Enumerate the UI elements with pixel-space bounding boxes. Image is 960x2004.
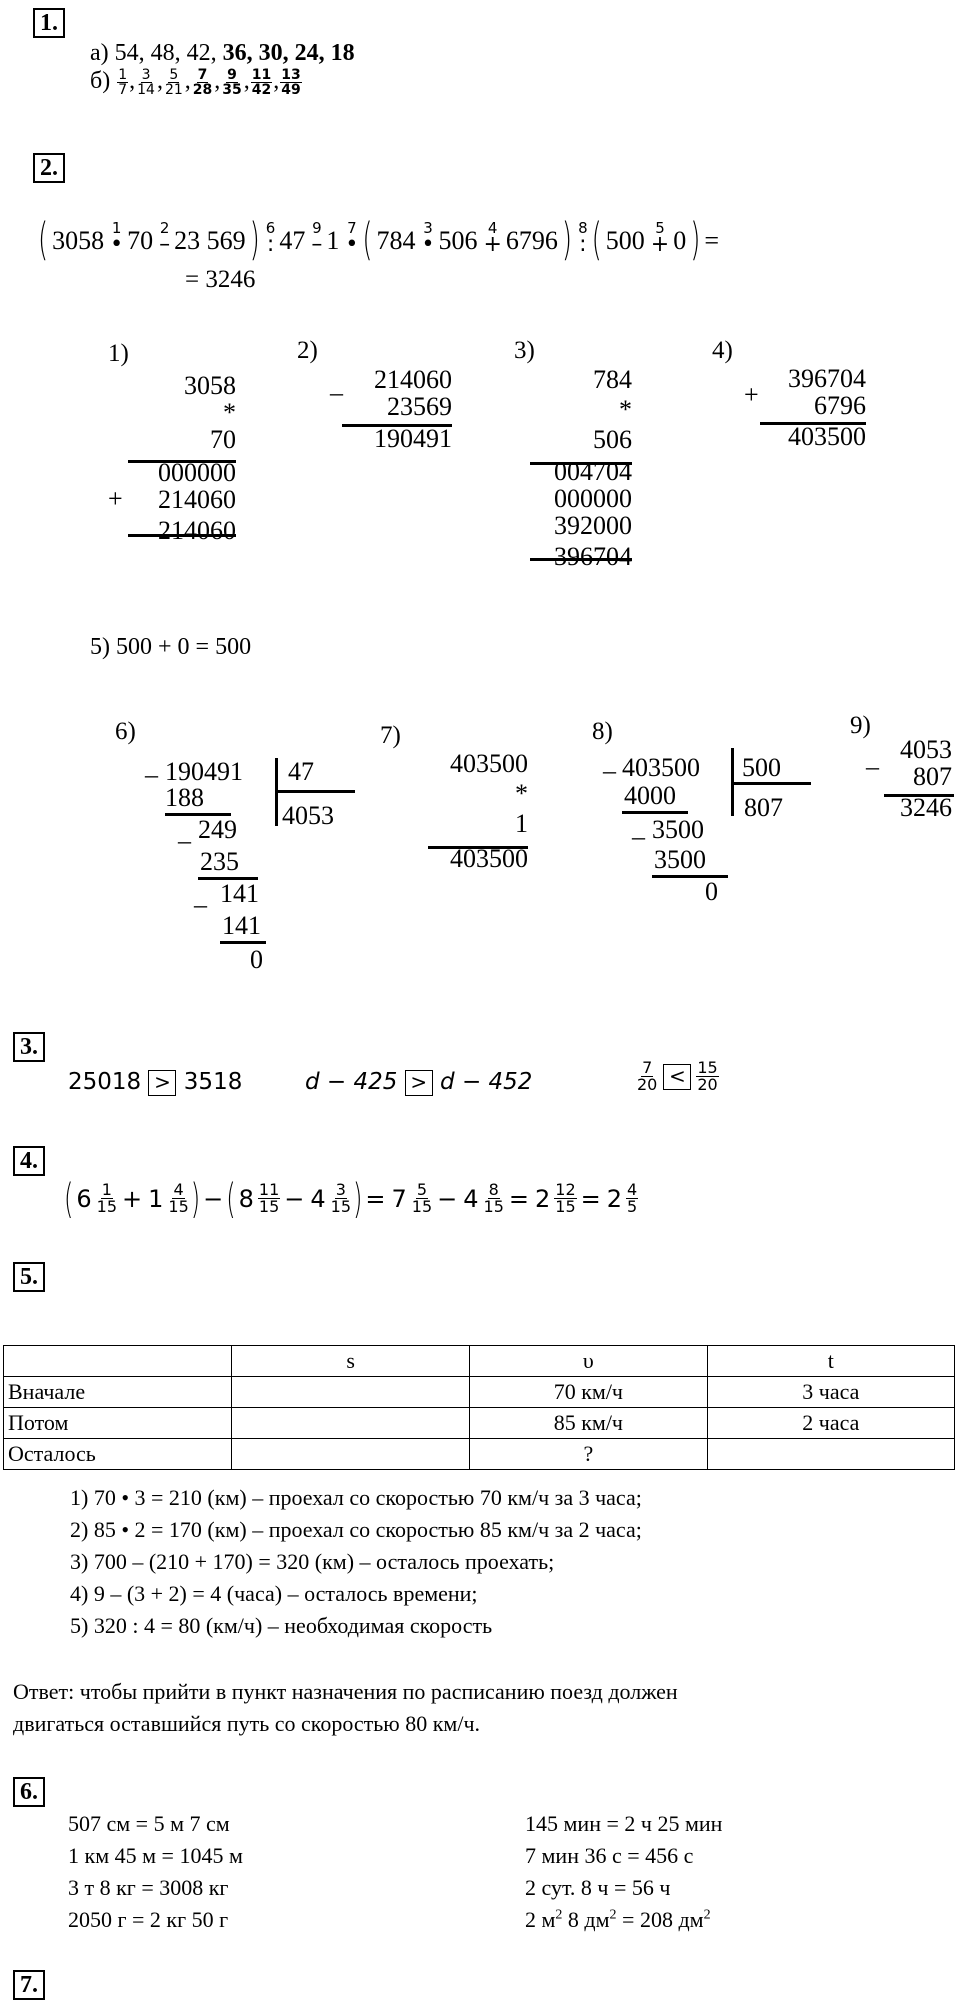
mixed-1-frac	[96, 1182, 118, 1215]
p4-minus-mid: −	[203, 1184, 224, 1213]
mixed-6-frac-num: 8	[488, 1180, 499, 1199]
mixed-3-frac-den: 15	[258, 1197, 280, 1216]
step-8-quotient: 807	[744, 793, 783, 822]
step-4-b: 6796	[814, 391, 866, 420]
step-1-pp1: 000000	[158, 458, 236, 487]
table-cell: 3 часа	[707, 1377, 954, 1408]
frac-comma: ,	[273, 68, 280, 95]
mixed-7-whole: 2	[535, 1184, 551, 1213]
step-1-result: 214060	[158, 516, 236, 545]
step-6-r1: 188	[165, 783, 204, 812]
comparison-3-left	[636, 1060, 658, 1093]
step-3-pp1: 004704	[554, 457, 632, 486]
step-2-a: 214060	[374, 365, 452, 394]
step-6-r2: 249	[198, 815, 237, 844]
step-2-result: 190491	[374, 424, 452, 453]
table-header-cell	[4, 1346, 232, 1377]
step-4-plus: +	[744, 380, 759, 409]
step-8-divisor: 500	[742, 753, 781, 782]
table-cell: ?	[469, 1439, 707, 1470]
op-1	[110, 221, 123, 256]
mixed-4-frac-den: 15	[330, 1197, 352, 1216]
step-8-minus1: –	[603, 756, 616, 785]
step-1-op: *	[223, 398, 236, 427]
mixed-2-whole: 1	[148, 1184, 164, 1213]
conversion-left-1: 507 см = 5 м 7 см	[68, 1811, 230, 1836]
table-header-cell: υ	[469, 1346, 707, 1377]
step-6-r6: 0	[250, 945, 263, 974]
table-header-cell: t	[707, 1346, 954, 1377]
comparison-3-right-num: 15	[697, 1058, 718, 1077]
step-9-line	[884, 794, 954, 797]
conversion-left-3: 3 т 8 кг = 3008 кг	[68, 1875, 229, 1900]
fraction-2	[136, 68, 156, 97]
comparison-3-op: <	[663, 1064, 691, 1090]
table-row	[4, 1439, 955, 1470]
step-8-line1	[622, 811, 688, 814]
table-cell: Потом	[4, 1408, 232, 1439]
op-6-symbol: •	[421, 232, 435, 257]
comparison-3-right-den: 20	[697, 1075, 718, 1094]
table-cell: 2 часа	[707, 1408, 954, 1439]
solution-step-3: 3) 700 – (210 + 170) = 320 (км) – осталось проехать;	[70, 1549, 555, 1574]
step-8-minus2: –	[632, 822, 645, 851]
step-7-line	[428, 846, 528, 849]
step-6-dividend: 190491	[165, 757, 243, 786]
table-cell: 70 км/ч	[469, 1377, 707, 1408]
step-6-label: 6)	[115, 718, 136, 745]
fraction-5-den: 35	[222, 82, 242, 98]
frac-comma: ,	[184, 68, 191, 95]
fraction-6	[251, 68, 272, 97]
step-6-r3: 235	[200, 847, 239, 876]
p4-minus-2: −	[437, 1184, 458, 1213]
step-8-dividend: 403500	[622, 753, 700, 782]
fraction-4	[192, 68, 213, 97]
table-cell: Осталось	[4, 1439, 232, 1470]
problem-1a-label: а)	[90, 40, 109, 66]
frac-comma: ,	[156, 68, 163, 95]
op-2-symbol: –	[159, 232, 171, 257]
paren-open-1: (	[38, 215, 49, 267]
comparison-1-left: 25018	[68, 1069, 142, 1095]
op-7	[483, 221, 501, 256]
step-4-label: 4)	[712, 337, 733, 364]
fraction-1-num: 1	[118, 67, 128, 83]
step-6-r4: 141	[220, 879, 259, 908]
num-1: 3058	[52, 226, 105, 255]
fraction-6-num: 11	[251, 67, 272, 83]
solution-step-4: 4) 9 – (3 + 2) = 4 (часа) – осталось времени;	[70, 1581, 478, 1606]
problem-5-answer	[13, 1676, 678, 1740]
step-1-line2	[128, 534, 236, 537]
conversion-right-1: 145 мин = 2 ч 25 мин	[525, 1811, 723, 1836]
step-1-a: 3058	[184, 371, 236, 400]
table-header-cell: s	[232, 1346, 470, 1377]
step-6-line3	[220, 941, 266, 944]
fraction-3-num: 5	[169, 67, 179, 83]
mixed-7-frac-den: 15	[555, 1197, 576, 1216]
step-3-pp2: 000000	[554, 484, 632, 513]
table-row	[4, 1377, 955, 1408]
step-7-label: 7)	[380, 722, 401, 749]
step-4-result: 403500	[788, 422, 866, 451]
comparison-3-left-num: 7	[642, 1058, 653, 1077]
op-4-order: 9	[312, 219, 322, 237]
step-3-column	[530, 366, 632, 570]
mixed-4-frac-num: 3	[335, 1180, 346, 1199]
op-5-order: 7	[347, 219, 357, 237]
fraction-3-den: 21	[164, 82, 183, 98]
step-1-line1	[128, 460, 236, 463]
step-8-divider-h	[731, 782, 811, 785]
table-cell	[707, 1439, 954, 1470]
comparison-1-right: 3518	[183, 1069, 243, 1095]
area-sup-1: 2	[555, 1907, 563, 1923]
fraction-3	[164, 68, 184, 97]
comparison-1	[68, 1069, 242, 1096]
step-2-b: 23569	[387, 392, 452, 421]
conversion-area	[525, 1904, 711, 1936]
step-2-column	[340, 366, 452, 452]
op-2-order: 2	[159, 219, 170, 237]
problem-1b-label: б)	[90, 68, 111, 95]
fraction-2-den: 14	[137, 82, 155, 98]
table-header-row	[4, 1346, 955, 1377]
mixed-4-whole: 4	[310, 1184, 326, 1213]
step-8-r2: 3500	[652, 815, 704, 844]
problem-2-expression	[38, 186, 723, 267]
fraction-5	[221, 68, 242, 97]
op-5	[345, 221, 358, 256]
op-9-order: 5	[655, 219, 665, 237]
fraction-4-den: 28	[192, 82, 213, 98]
table-cell	[232, 1439, 470, 1470]
problem-1b	[90, 68, 303, 97]
area-part-b: 8 дм	[562, 1907, 610, 1932]
mixed-5-frac	[411, 1182, 433, 1215]
mixed-2-frac-den: 15	[168, 1197, 189, 1216]
step-2-label: 2)	[297, 337, 318, 364]
step-3-pp3: 392000	[554, 511, 632, 540]
area-part-a: 2 м	[525, 1907, 556, 1932]
paren-open-2: (	[362, 215, 373, 267]
mixed-8-frac	[626, 1182, 638, 1215]
fraction-7-den: 49	[281, 82, 301, 98]
comparison-2-right: d − 452	[440, 1069, 533, 1095]
step-1-label: 1)	[108, 340, 129, 367]
fraction-1-den: 7	[118, 82, 128, 98]
problem-5-steps	[70, 1482, 642, 1642]
op-6-order: 3	[423, 219, 433, 237]
step-1-pp2: 214060	[158, 485, 236, 514]
paren-close-2: )	[561, 215, 573, 267]
table-cell: 85 км/ч	[469, 1408, 707, 1439]
conversion-left-2: 1 км 45 м = 1045 м	[68, 1843, 243, 1868]
num-5: 1	[326, 226, 340, 255]
mixed-7-frac-num: 12	[555, 1180, 576, 1199]
step-7-b: 1	[515, 809, 528, 838]
num-4: 47	[279, 226, 306, 255]
num-10: 0	[673, 226, 687, 255]
step-7-a: 403500	[450, 749, 528, 778]
step-3-label: 3)	[514, 337, 535, 364]
num-3: 23 569	[174, 226, 246, 255]
conversion-right-3: 2 сут. 8 ч = 56 ч	[525, 1875, 671, 1900]
answer-line-2: двигаться оставшийся путь со скоростью 80 км/ч.	[13, 1711, 481, 1736]
problem-5-number: 5.	[13, 1262, 45, 1292]
mixed-2-frac	[167, 1182, 189, 1215]
mixed-5-frac-num: 5	[416, 1180, 428, 1199]
comparison-2-left: d − 425	[305, 1069, 398, 1095]
step-7-op: *	[515, 779, 528, 808]
step-1-b: 70	[210, 425, 236, 454]
step-9-label: 9)	[850, 712, 871, 739]
mixed-3-frac-num: 11	[258, 1180, 280, 1199]
problem-3-number: 3.	[13, 1032, 45, 1062]
num-2: 70	[127, 226, 154, 255]
step-4-column	[760, 365, 866, 450]
solution-step-1: 1) 70 • 3 = 210 (км) – проехал со скоростью 70 км/ч за 3 часа;	[70, 1485, 642, 1510]
problem-1a-plain: 54, 48, 42,	[114, 40, 217, 66]
comparison-1-op: >	[148, 1070, 176, 1096]
p4-eq-1: =	[365, 1184, 386, 1213]
comparison-3	[635, 1060, 720, 1093]
step-6-minus1: –	[145, 760, 158, 789]
problem-2-result: = 3246	[185, 266, 256, 293]
frac-comma: ,	[214, 68, 221, 95]
conversions-left	[68, 1808, 243, 1936]
fraction-1	[117, 68, 128, 97]
problem-1a	[90, 40, 355, 67]
mixed-8-frac-den: 5	[627, 1197, 638, 1216]
paren-open-3: (	[591, 215, 602, 267]
comparison-2-op: >	[405, 1070, 433, 1096]
op-4-symbol: –	[311, 232, 323, 257]
comparison-3-left-den: 20	[637, 1075, 658, 1094]
mixed-2-frac-num: 4	[173, 1180, 184, 1199]
paren-close-3: )	[690, 215, 701, 267]
frac-comma: ,	[243, 68, 250, 95]
step-8-r3: 3500	[654, 845, 706, 874]
table-row	[4, 1408, 955, 1439]
step-3-line1	[530, 462, 632, 465]
op-3	[266, 221, 276, 256]
step-6-divider-h	[275, 790, 355, 793]
num-9: 500	[605, 226, 645, 255]
step-9-a: 4053	[900, 735, 952, 764]
comparison-2	[305, 1069, 532, 1096]
step-6-divisor: 47	[288, 757, 314, 786]
mixed-3-frac	[258, 1182, 280, 1215]
problem-1a-bold: 36, 30, 24, 18	[222, 40, 355, 66]
problem-4-number: 4.	[13, 1146, 45, 1176]
op-3-order: 6	[265, 219, 276, 237]
op-8-symbol: :	[579, 232, 587, 257]
step-6-r5: 141	[222, 911, 261, 940]
p4-eq-2: =	[508, 1184, 529, 1213]
num-7: 506	[438, 226, 478, 255]
step-6-minus2: –	[178, 826, 191, 855]
op-7-order: 4	[487, 219, 498, 237]
mixed-7-frac	[554, 1182, 576, 1215]
step-8-r4: 0	[705, 877, 718, 906]
op-5-symbol: •	[345, 232, 359, 257]
mixed-5-frac-den: 15	[411, 1197, 433, 1216]
step-2-minus: –	[330, 378, 343, 407]
mixed-8-whole: 2	[606, 1184, 623, 1213]
p4-paren-open-1: (	[64, 1174, 74, 1223]
op-1-symbol: •	[110, 232, 124, 257]
num-6: 784	[376, 226, 416, 255]
step-8-r1: 4000	[624, 781, 676, 810]
mixed-5-whole: 7	[391, 1184, 407, 1213]
step-3-a: 784	[593, 365, 632, 394]
conversion-left-4: 2050 г = 2 кг 50 г	[68, 1907, 229, 1932]
step-9-b: 807	[913, 762, 952, 791]
fraction-2-num: 3	[141, 67, 151, 83]
op-1-order: 1	[111, 219, 122, 237]
step-9-column	[884, 736, 952, 821]
area-part-c: = 208 дм	[616, 1907, 704, 1932]
step-3-line2	[530, 558, 632, 561]
fraction-7-num: 13	[281, 67, 301, 83]
step-7-result: 403500	[450, 844, 528, 873]
step-1-column	[120, 372, 236, 544]
table-cell: Вначале	[4, 1377, 232, 1408]
solution-step-2: 2) 85 • 2 = 170 (км) – проехал со скоростью 85 км/ч за 2 часа;	[70, 1517, 642, 1542]
fraction-7	[280, 68, 301, 97]
mixed-6-whole: 4	[463, 1184, 479, 1213]
problem-2-number: 2.	[33, 153, 65, 183]
op-4	[311, 221, 322, 256]
problem-7-number: 7.	[13, 1970, 45, 2000]
p4-paren-close-1: )	[190, 1174, 201, 1223]
step-6-minus3: –	[194, 890, 207, 919]
p4-paren-close-2: )	[353, 1174, 363, 1223]
p4-paren-open-2: (	[226, 1174, 236, 1223]
step-2-line	[342, 424, 452, 427]
step-5: 5) 500 + 0 = 500	[90, 634, 252, 660]
p4-eq-3: =	[580, 1184, 601, 1213]
comparison-3-right	[696, 1060, 718, 1093]
mixed-6-frac	[483, 1182, 505, 1215]
op-8	[578, 221, 588, 256]
motion-table	[3, 1345, 955, 1470]
p4-minus: −	[284, 1184, 305, 1213]
op-2	[159, 221, 170, 256]
fraction-5-num: 9	[227, 67, 237, 83]
step-9-minus: –	[866, 752, 879, 781]
op-8-order: 8	[578, 219, 588, 237]
step-1-plus: +	[108, 484, 123, 513]
step-9-result: 3246	[900, 793, 952, 822]
mixed-6-frac-den: 15	[483, 1197, 504, 1216]
conversion-right-2: 7 мин 36 с = 456 с	[525, 1843, 694, 1868]
step-7-column	[428, 750, 528, 872]
solution-step-5: 5) 320 : 4 = 80 (км/ч) – необходимая скорость	[70, 1613, 493, 1638]
answer-line-1: Ответ: чтобы прийти в пункт назначения по расписанию поезд должен	[13, 1679, 678, 1704]
mixed-4-frac	[330, 1182, 352, 1215]
mixed-1-frac-den: 15	[96, 1197, 118, 1216]
num-8: 6796	[505, 226, 558, 255]
area-sup-2: 2	[609, 1907, 617, 1923]
step-8-label: 8)	[592, 718, 613, 745]
op-6	[421, 221, 434, 256]
step-3-op: *	[619, 395, 632, 424]
frac-comma: ,	[129, 68, 136, 95]
op-9-symbol: +	[650, 232, 670, 257]
step-4-line	[760, 422, 866, 425]
mixed-1-frac-num: 1	[101, 1180, 112, 1199]
fraction-6-den: 42	[251, 82, 272, 98]
op-7-symbol: +	[483, 232, 502, 257]
equals: =	[704, 226, 720, 255]
step-4-a: 396704	[788, 364, 866, 393]
step-3-b: 506	[593, 425, 632, 454]
step-6-quotient: 4053	[282, 801, 334, 830]
conversions-right	[525, 1808, 722, 1904]
mixed-1-whole: 6	[76, 1184, 92, 1213]
area-sup-3: 2	[703, 1907, 711, 1923]
paren-close-1: )	[249, 215, 260, 267]
problem-1-number: 1.	[33, 8, 65, 38]
table-cell	[232, 1377, 470, 1408]
op-9	[651, 221, 669, 256]
op-3-symbol: :	[266, 232, 275, 257]
p4-plus: +	[122, 1184, 143, 1213]
table-cell	[232, 1408, 470, 1439]
step-3-result: 396704	[554, 542, 632, 571]
mixed-3-whole: 8	[238, 1184, 254, 1213]
mixed-8-frac-num: 4	[627, 1180, 638, 1199]
fraction-4-num: 7	[197, 67, 208, 83]
problem-6-number: 6.	[13, 1777, 45, 1807]
problem-4-expression	[64, 1174, 639, 1223]
